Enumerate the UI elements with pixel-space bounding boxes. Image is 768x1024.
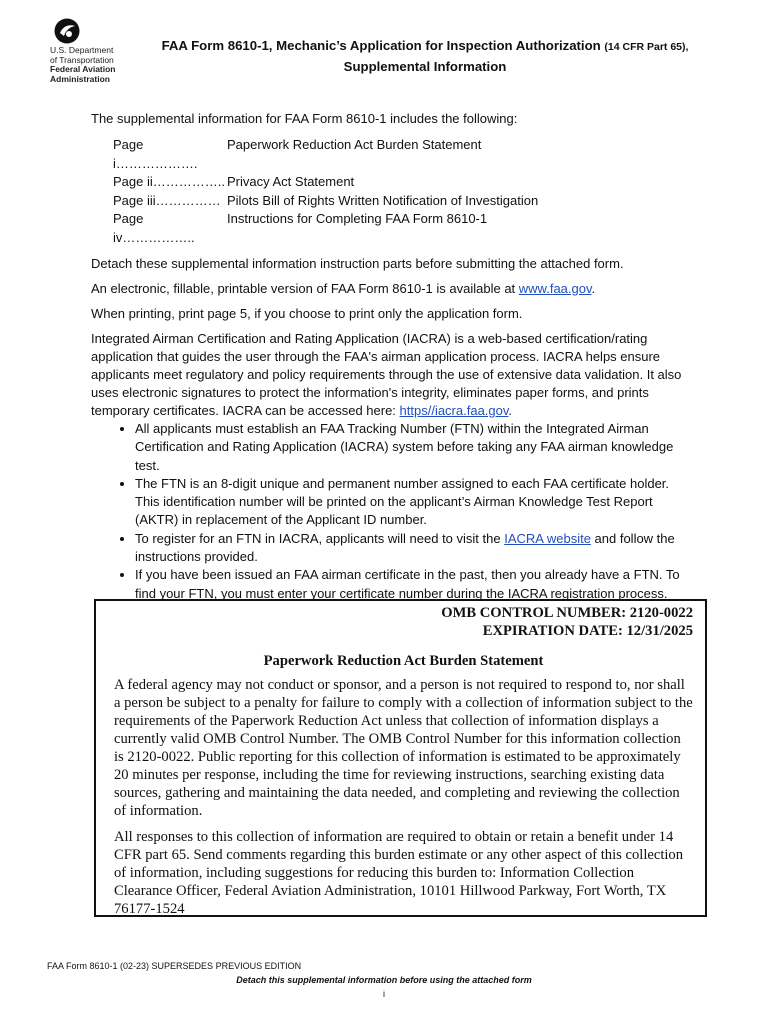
- bullet-item: • All applicants must establish an FAA Tracking Number (FTN) within the Integrated Airman Certification and Rating Application (IACRA) system before taking any FAA airman knowledge test.: [135, 420, 687, 475]
- detach-paragraph: Detach these supplemental information instruction parts before submitting the attached form.: [91, 256, 624, 271]
- contents-page: Page iv……………..: [113, 211, 195, 245]
- period: .: [508, 403, 513, 418]
- period: .: [591, 281, 596, 296]
- faa-logo: [50, 18, 130, 84]
- contents-title: Instructions for Completing FAA Form 8610-1: [227, 211, 488, 226]
- contents-item: [113, 192, 687, 211]
- contents-page: Page i……………….: [113, 137, 198, 171]
- bullet-text: and follow the instructions provided.: [135, 530, 675, 565]
- iacra-website-link[interactable]: IACRA website: [504, 530, 591, 546]
- contents-item: [113, 210, 687, 247]
- contents-title: Pilots Bill of Rights Written Notification of Investigation: [227, 192, 539, 208]
- faa-website-link[interactable]: www.faa.gov: [518, 281, 592, 296]
- expiration-date: EXPIRATION DATE: 12/31/2025: [482, 622, 693, 639]
- omb-control-block: [114, 605, 693, 640]
- burden-paragraph-1: A federal agency may not conduct or sponsor, and a person is not required to respond to, nor shall a person be subject to a penalty for failure to comply with a collection of information subject to the requirements of the Paperwork Reduction Act unless that collection of information displays a currently valid OMB Control Number. The OMB Control Number for this information collection is 2120-0022. Public reporting for this collection of information is estimated to be approximately 20 minutes per response, including the time for reviewing instructions, searching existing data sources, gathering and maintaining the data needed, and completing and reviewing the collection of information.: [114, 677, 693, 819]
- bullet-text: To register for an FTN in IACRA, applicants will need to visit the: [135, 530, 505, 546]
- page-number: i: [383, 989, 385, 999]
- omb-control-number: OMB CONTROL NUMBER: 2120-0022: [441, 605, 693, 621]
- burden-paragraph-2: All responses to this collection of information are required to obtain or retain a benefit under 14 CFR part 65. Send comments regarding this burden estimate or any other aspect of this collection of information, including suggestions for reducing this burden to: Information Collection Clearance Officer, Federal Aviation Administration, 10101 Hillwood Parkway, Fort Worth, TX 76177-1524: [114, 829, 684, 917]
- contents-item: [113, 173, 687, 192]
- document-title: [130, 36, 720, 76]
- agency-name: [50, 46, 130, 84]
- iacra-url-link[interactable]: https//iacra.faa.gov: [399, 403, 509, 418]
- printing-paragraph: When printing, print page 5, if you choose to print only the application form.: [91, 306, 523, 321]
- iacra-text: Integrated Airman Certification and Rating Application (IACRA) is a web-based certification/rating application that guides the user through the FAA's airman application process. IACRA helps ensure applicants meet regulatory and policy requirements through the use of extensive data validation. It also uses electronic signatures to protect the information's integrity, eliminates paper forms, and prints temporary certificates. IACRA can be accessed here:: [91, 331, 682, 418]
- detach-note: Detach this supplemental information before using the attached form: [236, 975, 532, 985]
- paperwork-burden-box: [94, 599, 707, 917]
- title-main: FAA Form 8610-1, Mechanic’s Application for Inspection Authorization: [161, 38, 601, 53]
- main-content: [91, 110, 687, 603]
- agency-line-2: of Transportation: [50, 54, 114, 65]
- contents-title: Privacy Act Statement: [227, 174, 355, 189]
- contents-title: Paperwork Reduction Act Burden Statement: [227, 137, 482, 152]
- burden-heading: Paperwork Reduction Act Burden Statement: [263, 653, 544, 669]
- title-line-2: Supplemental Information: [343, 59, 507, 74]
- contents-item: [113, 136, 687, 173]
- bullet-item: • The FTN is an 8-digit unique and permanent number assigned to each FAA certificate holder. This identification number will be printed on the applicant’s Airman Knowledge Test Report (AKTR) in replacement of the Applicant ID number.: [135, 475, 687, 530]
- contents-page: Page ii……………..: [113, 174, 225, 189]
- agency-line-4: Administration: [50, 73, 110, 84]
- contents-list: [113, 136, 687, 247]
- form-identifier: FAA Form 8610-1 (02-23) SUPERSEDES PREVIOUS EDITION: [47, 961, 302, 971]
- ftn-bullet-list: [91, 420, 687, 603]
- bullet-item: [135, 530, 687, 567]
- dot-seal-icon: [54, 18, 80, 44]
- agency-line-1: U.S. Department: [50, 45, 114, 55]
- bullet-item: • If you have been issued an FAA airman certificate in the past, then you already have a FTN. To find your FTN, you must enter your certificate number during the IACRA registration process.: [135, 566, 687, 603]
- title-cfr: (14 CFR Part 65),: [604, 41, 689, 53]
- electronic-version-text: An electronic, fillable, printable version of FAA Form 8610-1 is available at: [91, 281, 519, 296]
- iacra-paragraph: [91, 330, 687, 420]
- electronic-version-paragraph: [91, 280, 687, 298]
- contents-page: Page iii……………: [113, 192, 221, 208]
- agency-line-3: Federal Aviation: [50, 64, 116, 74]
- intro-text: The supplemental information for FAA Form 8610-1 includes the following:: [91, 111, 518, 126]
